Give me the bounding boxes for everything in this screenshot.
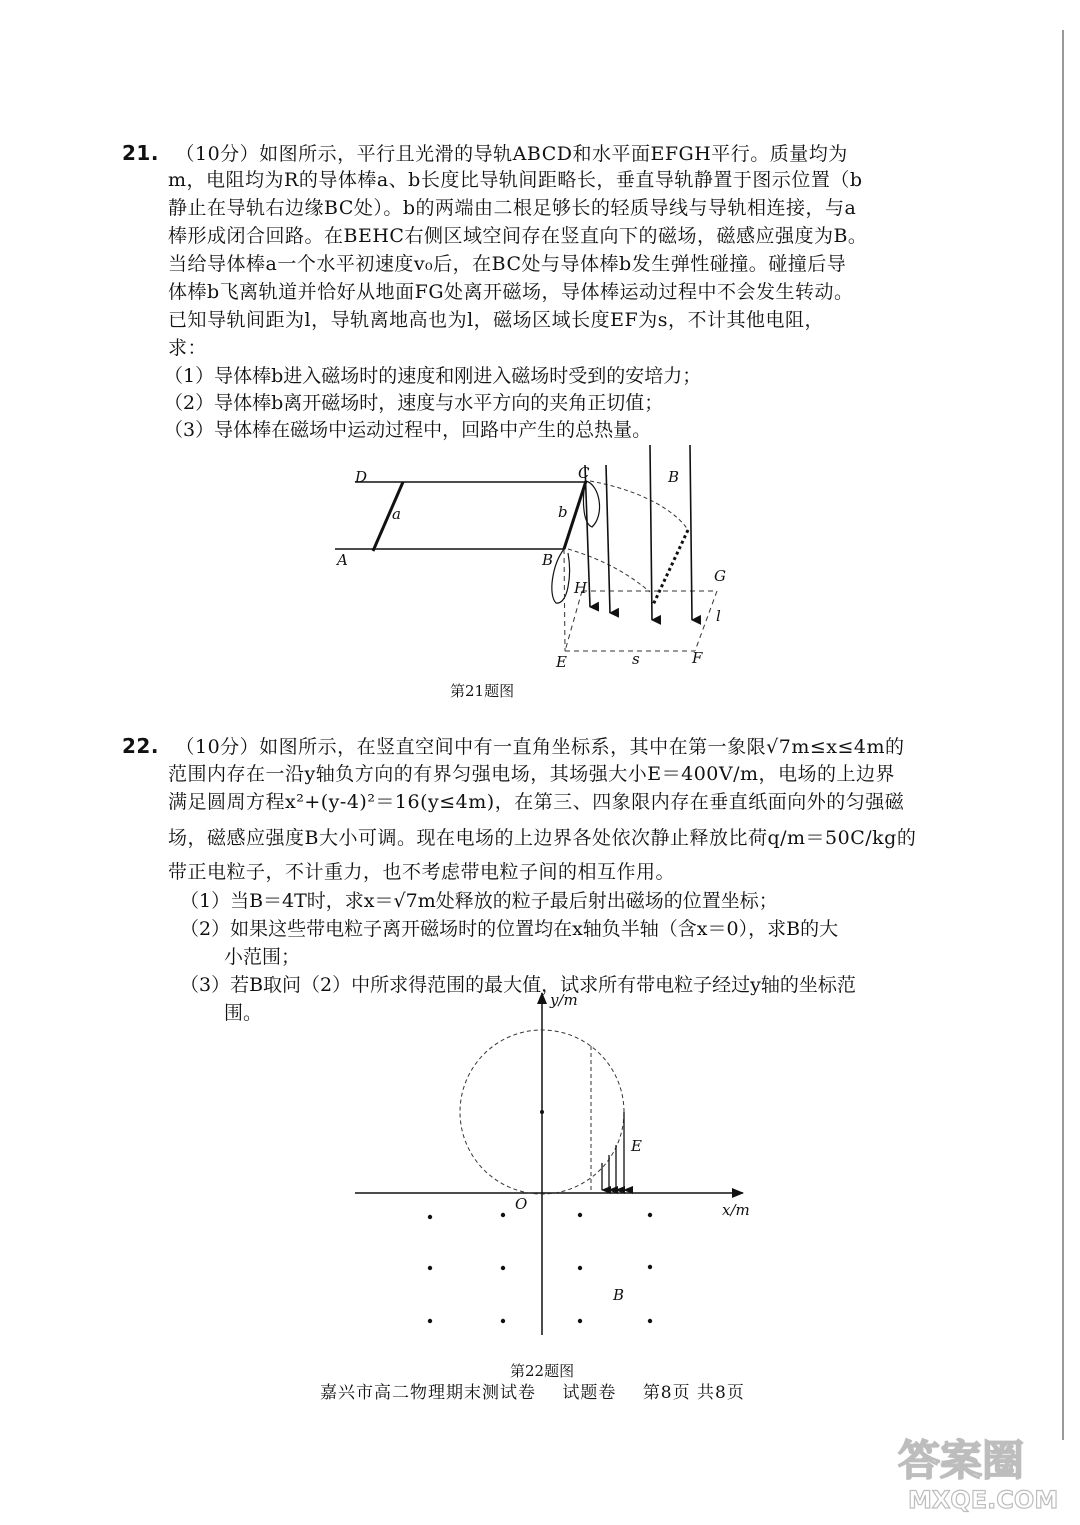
label-f: F [692,649,703,667]
question-22-line-3: 满足圆周方程x²+(y-4)²＝16(y≤4m)，在第三、四象限内存在垂直纸面向外的匀强磁 [168,791,905,813]
label-s: s [632,650,640,668]
question-22-line-4: 场，磁感应强度B大小可调。现在电场的上边界各处依次静止释放比荷q/m＝50C/kg的 [168,827,917,849]
circle-center-dot [540,1110,544,1114]
question-21-line-6: 体棒b飞离轨道并恰好从地面FG处离开磁场，导体棒运动过程中不会发生转动。 [168,281,854,303]
question-22-line-5: 带正电粒子，不计重力，也不考虑带电粒子间的相互作用。 [168,861,676,883]
wire-loop-b [552,549,570,603]
field-arrow-2 [606,465,610,613]
question-21-line-5: 当给导体棒a一个水平初速度v₀后，在BC处与导体棒b发生弹性碰撞。碰撞后导 [168,253,847,275]
question-21-number: 21. [122,141,159,165]
question-22-number: 22. [122,734,159,758]
figure-21-diagram [320,445,740,675]
label-origin: O [515,1195,528,1213]
question-22-sub-3: （3）若B取问（2）中所求得范围的最大值，试求所有带电粒子经过y轴的坐标范 [180,974,856,996]
footer-title: 嘉兴市高二物理期末测试卷 [320,1383,536,1403]
field-arrow-4 [690,445,692,620]
trajectory-top [590,481,688,530]
edge-gf [695,591,717,651]
label-h: H [574,579,588,597]
footer-page: 第8页 共8页 [642,1383,745,1403]
label-b-point: B [542,551,554,569]
label-d: D [355,468,368,486]
label-e-field: E [631,1137,642,1155]
label-rod-b: b [558,503,568,521]
question-21-line-3: 静止在导轨右边缘BC处）。b的两端由二根足够长的轻质导线与导轨相连接，与a [168,197,857,219]
question-21-sub-2: （2）导体棒b离开磁场时，速度与水平方向的夹角正切值； [164,392,664,414]
label-a-point: A [337,551,348,569]
figure-22-diagram [350,985,770,1340]
label-b-field: B [613,1286,625,1304]
figure-21-caption: 第21题图 [450,682,515,700]
label-field-b: B [668,468,680,486]
b-field-dots [428,1213,652,1323]
question-21-line-7: 已知导轨间距为l，导轨离地高也为l，磁场区域长度EF为s，不计其他电阻， [168,309,824,331]
edge-be [564,549,565,651]
question-21-line-8: 求： [168,337,208,359]
label-c: C [578,464,590,482]
page-footer [320,1378,765,1403]
label-e: E [556,653,567,671]
figure-22-caption: 第22题图 [510,1362,575,1380]
question-21-line-1: （10分）如图所示，平行且光滑的导轨ABCD和水平面EFGH平行。质量均为 [175,143,848,165]
question-22-line-1: （10分）如图所示，在竖直空间中有一直角坐标系，其中在第一象限√7m≤x≤4m的 [175,736,905,758]
label-rod-a: a [392,505,401,523]
question-21-line-2: m，电阻均为R的导体棒a、b长度比导轨间距略长，垂直导轨静置于图示位置（b [168,169,863,191]
footer-kind: 试题卷 [562,1383,617,1403]
question-21-line-4: 棒形成闭合回路。在BEHC右侧区域空间存在竖直向下的磁场，磁感应强度为B。 [168,225,868,247]
question-22-sub-3-cont: 围。 [224,1002,263,1024]
question-22-sub-2: （2）如果这些带电粒子离开磁场时的位置均在x轴负半轴（含x＝0），求B的大 [180,918,839,940]
label-x-axis: x/m [722,1201,750,1219]
page-edge-rule [1062,30,1064,1440]
question-22-line-2: 范围内存在一沿y轴负方向的有界匀强电场，其场强大小E＝400V/m，电场的上边界 [168,763,896,785]
question-22-sub-1: （1）当B＝4T时，求x＝√7m处释放的粒子最后射出磁场的位置坐标； [180,890,778,912]
question-21-sub-1: （1）导体棒b进入磁场时的速度和刚进入磁场时受到的安培力； [164,365,702,387]
rod-b-final [653,530,688,605]
watermark-text: 答案圈 [898,1436,1025,1485]
watermark-url: MXQE.COM [908,1486,1059,1514]
watermark-logo [890,1420,1060,1515]
question-22-sub-2-cont: 小范围； [224,946,301,968]
label-y-axis: y/m [550,991,578,1009]
question-21-sub-3: （3）导体棒在磁场中运动过程中，回路中产生的总热量。 [164,419,652,441]
edge-he [565,591,582,651]
label-g: G [714,567,726,585]
field-arrow-3 [650,445,652,620]
label-l: l [716,607,721,625]
